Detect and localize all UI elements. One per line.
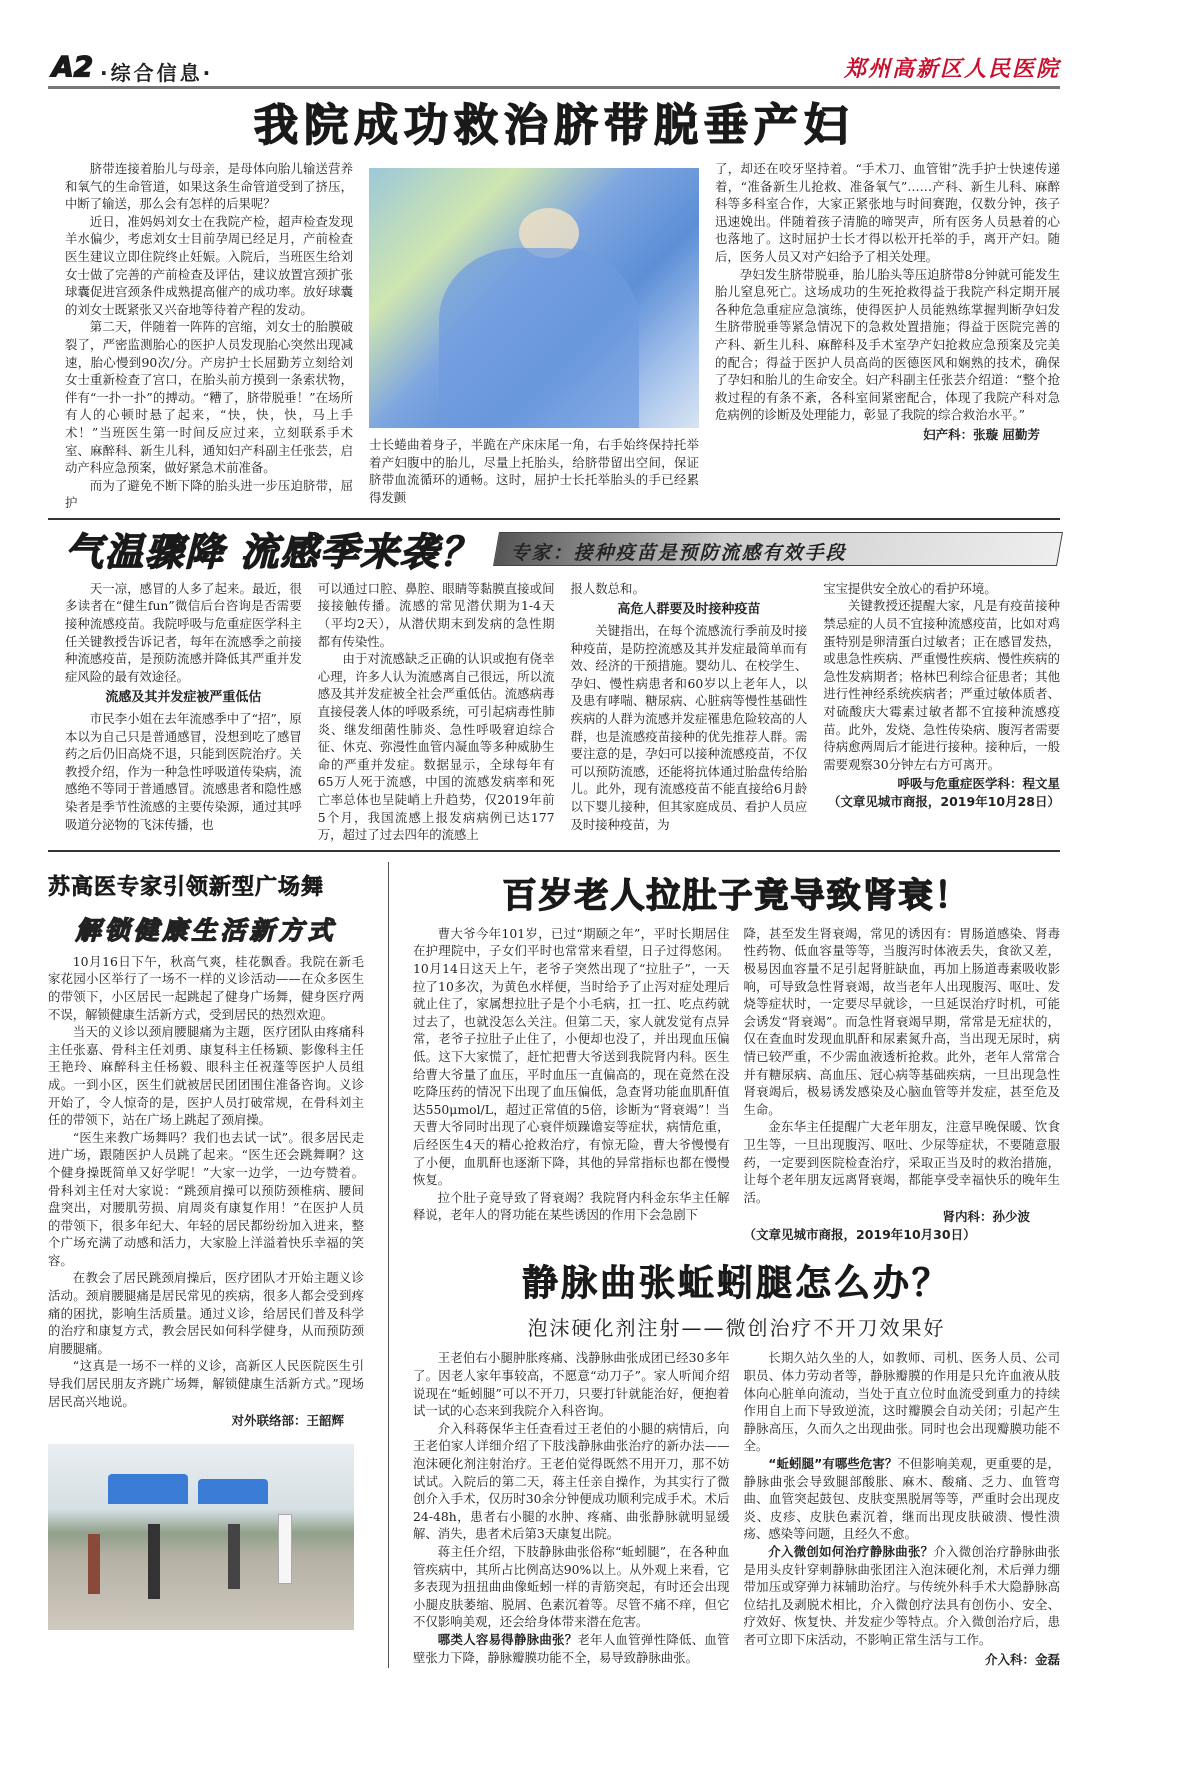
article-title: 百岁老人拉肚子竟导致肾衰！ bbox=[502, 875, 971, 916]
article-body-col3 bbox=[715, 160, 1060, 512]
paragraph: 10月16日下午，秋高气爽，桂花飘香。我院在新毛家花园小区举行了一场不一样的义诊活动——在众多医生的带领下，小区居民一起跳起了健身广场舞，健身医疗两不误，解锁健康生活新方式，受到居民的热烈欢迎。 bbox=[48, 953, 364, 1022]
article-subtitle: 泡沫硬化剂注射——微创治疗不开刀效果好 bbox=[527, 1316, 946, 1341]
article-body-col2 bbox=[744, 925, 1061, 1244]
paragraph: 王老伯右小腿肿胀疼痛、浅静脉曲张成团已经30多年了。因老人家年事较高，不愿意“动刀子”。家人听闻介绍说现在“蚯蚓腿”可以不开刀，只要打针就能治好，便抱着试一试的心态来到我院介入科咨询。 bbox=[413, 1350, 730, 1419]
page-body bbox=[48, 96, 1060, 1668]
article-title: 我院成功救治脐带脱垂产妇 bbox=[254, 100, 854, 151]
paragraph: 报人数总和。 bbox=[570, 580, 645, 596]
paragraph: 长期久站久坐的人，如教师、司机、医务人员、公司职员、体力劳动者等，静脉瓣膜的作用是只允许血液从肢体向心脏单向流动，当处于直立位时血流受到重力的持续作用自上而下导致逆流，这时瓣膜会自动关闭；引起产生静脉高压，久而久之出现曲张。同时也会出现瓣膜功能不全。 bbox=[743, 1350, 1060, 1454]
surgery-photo bbox=[369, 168, 699, 428]
section-heading: 高危人群要及时接种疫苗 bbox=[617, 602, 761, 618]
article-4-body bbox=[413, 925, 1060, 1244]
article-2-body bbox=[48, 580, 1060, 844]
paragraph: 士长蜷曲着身子，半跪在产床床尾一角，右手始终保持托举着产妇腹中的胎儿，尽量上托胎头，给脐带留出空间，保证脐带血流循环的通畅。这时，屈护士长托举胎头的手已经累得发颤 bbox=[369, 437, 699, 505]
subtitle-banner bbox=[493, 532, 1063, 566]
article-body bbox=[48, 953, 364, 1430]
article-body-col2 bbox=[744, 1349, 1061, 1668]
paragraph: 不但影响美观，更重要的是，静脉曲张会导致腿部酸胀、麻木、酸痛、乏力、血管弯曲、血管突起鼓包、皮肤变黑脱屑等等，严重时会出现皮炎、皮疹、皮肤色素沉着，继而出现皮肤破溃、慢性溃疡、感染等问题，且经久不愈。 bbox=[743, 1456, 1060, 1542]
section-heading: 流感及其并发症被严重低估 bbox=[105, 690, 262, 706]
paragraph: 第二天，伴随着一阵阵的宫缩，刘女士的胎膜破裂了，严密监测胎心的医护人员发现胎心突然出现减速，胎心慢到90次/分。产房护士长屈勤芳立刻给刘女士重新检查了宫口，在胎头前方摸到一条索状物，伴有“一扑一扑”的搏动。“糟了，脐带脱垂！”在场所有人的心顿时悬了起来，“快，快，快，马上手术！”当班医生第一时间反应过来，立刻联系手术室、麻醉科、新生儿科，通知妇产科副主任张芸，启动产科应急预案，做好紧急术前准备。 bbox=[65, 319, 353, 476]
byline: 肾内科：孙少波 bbox=[942, 1209, 1030, 1225]
article-title: 气温骤降 流感季来袭？ bbox=[65, 530, 481, 575]
header-rule bbox=[48, 86, 1060, 89]
paragraph: 介入微创治疗静脉曲张是用头皮针穿刺静脉曲张团注入泡沫硬化剂，术后弹力绷带加压或穿弹力袜辅助治疗。与传统外科手术大隐静脉高位结扎及剥脱术相比，介入微创疗法具有创伤小、安全、疗效好、恢复快、并发症少等特点。介入微创治疗后，患者可立即下床活动，不影响正常生活与工作。 bbox=[743, 1544, 1061, 1647]
paragraph: 近日，准妈妈刘女士在我院产检，超声检查发现羊水偏少，考虑刘女士目前孕周已经足月，产前检查医生建议立即住院终止妊娠。入院后，当班医生给刘女士做了完善的产前检查及评估，建议放置宫颈扩张球囊促进宫颈条件成熟提高催产的成功率。放好球囊的刘女士既紧张又兴奋地等待着产程的发动。 bbox=[65, 213, 353, 317]
byline: 对外联络部：王韶辉 bbox=[231, 1413, 344, 1429]
square-dance-photo bbox=[48, 1444, 354, 1630]
paragraph: 在教会了居民跳颈肩操后，医疗团队才开始主题义诊活动。颈肩腰腿痛是居民常见的疾病，很多人都会受到疼痛的困扰，影响生活质量。通过义诊，给居民们普及科学的治疗和康复方式，教会居民如何科学健身，从而预防颈肩腰腿痛。 bbox=[48, 1270, 364, 1356]
paragraph: 关键教授还提醒大家，凡是有疫苗接种禁忌症的人员不宜接种流感疫苗，比如对鸡蛋特别是卵清蛋白过敏者；正在感冒发热，或患急性疾病、严重慢性疾病、慢性疾病的急性发病期者；格林巴利综合征患者；其他进行性神经系统疾病者；严重过敏体质者、对硫酸庆大霉素过敏者都不宜接种流感疫苗。此外，发烧、急性传染病、腹泻者需要待病愈两周后才能进行接种。接种后，一般需要观察30分钟左右方可离开。 bbox=[823, 598, 1060, 772]
banner-text: 专家：接种疫苗是预防流感有效手段 bbox=[510, 541, 847, 564]
article-1-body bbox=[48, 160, 1060, 512]
article-body-col1 bbox=[65, 160, 353, 512]
page-number: A2 bbox=[52, 50, 94, 83]
divider bbox=[48, 850, 1060, 852]
source-note: （文章见城市商报，2019年10月30日） bbox=[743, 1226, 976, 1242]
paragraph: 关键指出，在每个流感流行季前及时接种疫苗，是防控流感及其并发症最简单而有效、经济的干预措施。婴幼儿、在校学生、孕妇、慢性病患者和60岁以上老年人，以及患有哮喘、糖尿病、心脏病等慢性基础性疾病的人群为流感并发症罹患危险较高的人群，也是流感疫苗接种的优先推荐人群。需要注意的是，孕妇可以接种流感疫苗，不仅可以预防流感，还能将抗体通过胎盘传给胎儿。此外，现有流感疫苗不能直接给6月龄以下婴儿接种，但其家庭成员、看护人员应及时接种疫苗，为 bbox=[570, 623, 808, 832]
byline: 呼吸与危重症医学科：程文星 bbox=[897, 776, 1060, 792]
article-title: 苏高医专家引领新型广场舞 bbox=[48, 874, 325, 900]
paragraph: 蒋主任介绍，下肢静脉曲张俗称“蚯蚓腿”，在各种血管疾病中，其所占比例高达90%以上。从外观上来看，它多表现为扭扭曲曲像蚯蚓一样的青筋突起，有时还会出现小腿皮肤萎缩、脱屑、色素沉着等。尽管不痛不痒，但它不仅影响美观，还会给身体带来潜在危害。 bbox=[413, 1544, 730, 1630]
paragraph: 曹大爷今年101岁，已过“期颐之年”，平时长期居住在护理院中，子女们平时也常常来看望，日子过得悠闲。10月14日这天上午，老爷子突然出现了“拉肚子”，一天拉了10多次，为黄色水样便，当时给予了止泻对症处理后就止住了，家属想拉肚子是个小毛病，扛一扛、吃点药就过去了，也就没怎么关注。但第二天，家人就发觉有点异常，老爷子拉肚子止住了，小便却也没了，并出现血压偏低。这下大家慌了，赶忙把曹大爷送到我院肾内科。医生给曹大爷量了血压，平时血压一直偏高的，现在竟然在没吃降压药的情况下出现了血压偏低，急查肾功能血肌酐值达550μmol/L，超过正常值的5倍，诊断为“肾衰竭”！当天曹大爷同时出现了心衰伴烦躁谵妄等症状，病情危重，后经医生4天的精心抢救治疗，有惊无险，曹大爷慢慢有了小便，血肌酐也逐渐下降，其他的异常指标也都在慢慢恢复。 bbox=[413, 925, 730, 1188]
vertical-divider bbox=[388, 862, 389, 1668]
paragraph: “医生来教广场舞吗？我们也去试一试”。很多居民走进广场，跟随医护人员跳了起来。“医生还会跳舞啊？这个健身操既简单又好学呢！”大家一边学，一边夸赞着。骨科刘主任对大家说：“跳颈肩操可以预防颈椎病、腰间盘突出，对腰肌劳损、肩周炎有康复作用！”在医护人员的带领下，很多年纪大、年轻的居民都纷纷加入进来，整个广场充满了动感和活力，大家脸上洋溢着快乐幸福的笑容。 bbox=[48, 1129, 364, 1268]
question-heading: 介入微创如何治疗静脉曲张？ bbox=[768, 1544, 934, 1559]
section-name: ·综合信息· bbox=[100, 61, 214, 85]
source-note: （文章见城市商报，2019年10月28日） bbox=[827, 794, 1060, 809]
paragraph: 脐带连接着胎儿与母亲，是母体向胎儿输送营养和氧气的生命管道，如果这条生命管道受到了挤压，中断了输送，那么会有怎样的后果呢？ bbox=[65, 161, 353, 212]
paragraph: 当天的义诊以颈肩腰腿痛为主题，医疗团队由疼痛科主任张嘉、骨科主任刘勇、康复科主任杨颖、影像科主任王艳玲、麻醉科主任杨毅、眼科主任祝蓬等医护人员组成。一到小区，医生们就被居民团团围住准备咨询。义诊开始了，令人惊奇的是，医护人员打破常规，在骨科刘主任的带领下，站在广场上跳起了颈肩操。 bbox=[48, 1024, 364, 1128]
paragraph: 而为了避免不断下降的胎头进一步压迫脐带，屈护 bbox=[65, 477, 353, 511]
article-3 bbox=[48, 862, 364, 1668]
byline: 介入科：金磊 bbox=[984, 1651, 1060, 1667]
article-body-col1 bbox=[413, 1349, 730, 1668]
paragraph: 降，甚至发生肾衰竭，常见的诱因有：胃肠道感染、肾毒性药物、低血容量等等，当腹泻时体液丢失，食欲又差，极易因血容量不足引起肾脏缺血，再加上肠道毒素吸收影响，可导致急性肾衰竭，故当老年人出现腹泻、呕吐、发烧等症状时，一定要尽早就诊，一旦延误治疗时机，可能会诱发“肾衰竭”。而急性肾衰竭早期，常常是无症状的，仅在查血时发现血肌酐和尿素氮升高，当出现无尿时，病情已较严重，不少需血液透析抢救。此外，老年人常常合并有糖尿病、高血压、冠心病等基础疾病，一旦出现急性肾衰竭后，极易诱发感染及心脑血管等并发症，甚至危及生命。 bbox=[743, 925, 1060, 1117]
paragraph: “这真是一场不一样的义诊，高新区人民医院医生引导我们居民朋友齐跳广场舞，解锁健康生活新方式。”现场居民高兴地说。 bbox=[48, 1358, 364, 1409]
paragraph: 可以通过口腔、鼻腔、眼睛等黏膜直接或间接接触传播。流感的常见潜伏期为1-4天（平均2天），从潜伏期末到发病的急性期都有传染性。 bbox=[317, 580, 555, 649]
paragraph: 了，却还在咬牙坚持着。“手术刀、血管钳”洗手护士快速传递着，“准备新生儿抢救、准备氧气”……产科、新生儿科、麻醉科等多科室合作，大家正紧张地与时间赛跑，仅数分钟，孩子迅速娩出。伴随着孩子清脆的啼哭声，所有医务人员悬着的心也落地了。这时屈护士长才得以松开托举的手，离开产妇。随后，医务人员又对产妇给予了相关处理。 bbox=[715, 161, 1060, 264]
article-body-col1 bbox=[413, 925, 730, 1244]
article-body-col2 bbox=[369, 160, 699, 512]
page-header bbox=[48, 48, 1060, 90]
articles-4-5 bbox=[413, 862, 1060, 1668]
paragraph: 拉个肚子竟导致了肾衰竭？我院肾内科金东华主任解释说，老年人的肾功能在某些诱因的作用下会急剧下 bbox=[413, 1189, 730, 1223]
article-body-col4 bbox=[823, 580, 1060, 844]
paragraph: 介入科蒋保华主任查看过王老伯的小腿的病情后，向王老伯家人详细介绍了下肢浅静脉曲张治疗的新办法——泡沫硬化剂注射治疗。王老伯觉得既然不用开刀，那不妨试试。入院后的第二天，蒋主任亲自操作，为其实行了微创介入手术，仅历时30余分钟便成功顺利完成手术。术后24-48h，患者右小腿的水肿、疼痛、曲张静脉就明显缓解、消失，患者术后第3天康复出院。 bbox=[413, 1420, 730, 1542]
bottom-section bbox=[48, 858, 1060, 1668]
article-body-col1 bbox=[65, 580, 302, 844]
article-body-col2 bbox=[318, 580, 555, 844]
article-body-col3 bbox=[571, 580, 808, 844]
article-subtitle: 解锁健康生活新方式 bbox=[75, 915, 337, 945]
paragraph: 孕妇发生脐带脱垂，胎儿胎头等压迫脐带8分钟就可能发生胎儿窒息死亡。这场成功的生死抢救得益于我院产科定期开展各种危急重症应急演练，使得医护人员能熟练掌握判断孕妇发生脐带脱垂等紧急情况下的急救处置措施；得益于医院完善的产科、新生儿科、麻醉科及手术室孕产妇抢救应急预案及完美的配合；得益于医护人员高尚的医德医风和娴熟的技术，确保了孕妇和胎儿的生命安全。妇产科副主任张芸介绍道：“整个抢救过程的有条不紊，各科室间紧密配合，体现了我院产科对急危病例的诊断及处理能力，彰显了我院的综合救治水平。” bbox=[715, 266, 1060, 423]
paragraph: 由于对流感缺乏正确的认识或抱有侥幸心理，许多人认为流感离自己很远，所以流感及其并发症被全社会严重低估。流感病毒直接侵袭人体的呼吸系统，可引起病毒性肺炎、继发细菌性肺炎、急性呼吸窘迫综合征、休克、弥漫性血管内凝血等多种威胁生命的严重并发症。数据显示，全球每年有65万人死于流感，中国的流感发病率和死亡率总体也呈陡峭上升趋势，仅2019年前5个月，我国流感上报发病病例已达177万，超过了过去四年的流感上 bbox=[317, 651, 555, 843]
question-heading: “蚯蚓腿”有哪些危害？ bbox=[768, 1456, 898, 1472]
question-heading: 哪类人容易得静脉曲张？ bbox=[437, 1631, 578, 1647]
paragraph: 老年人血管弹性降低、血管壁张力下降，静脉瓣膜功能不全，易导致静脉曲张。 bbox=[413, 1631, 730, 1665]
paragraph: 金东华主任提醒广大老年朋友，注意早晚保暖、饮食卫生等，一旦出现腹泻、呕吐、少尿等症状，不要随意服药，一定要到医院检查治疗，采取正当及时的救治措施，让每个老年朋友远离肾衰竭，都能享受幸福快乐的晚年生活。 bbox=[743, 1119, 1060, 1205]
article-5-body bbox=[413, 1349, 1060, 1668]
paragraph: 市民李小姐在去年流感季中了“招”，原本以为自己只是普通感冒，没想到吃了感冒药之后仍旧高烧不退，只能到医院治疗。关教授介绍，作为一种急性呼吸道传染病，流感绝不等同于普通感冒。流感患者和隐性感染者是季节性流感的主要传染源，通过其呼吸道分泌物的飞沫传播，也 bbox=[65, 711, 302, 832]
paragraph: 宝宝提供安全放心的看护环境。 bbox=[823, 580, 997, 596]
byline: 妇产科：张璇 屈勤芳 bbox=[923, 426, 1040, 442]
hospital-logo-text: 郑州高新区人民医院 bbox=[843, 56, 1060, 82]
article-title: 静脉曲张蚯蚓腿怎么办？ bbox=[521, 1263, 951, 1305]
article-2-title-row bbox=[48, 526, 1060, 575]
divider bbox=[48, 518, 1060, 520]
paragraph: 天一凉，感冒的人多了起来。最近，很多读者在“健生fun”微信后台咨询是否需要接种流感疫苗。我院呼吸与危重症医学科主任关键教授告诉记者，每年在流感季之前接种流感疫苗，是预防流感并降低其严重并发症风险的最有效途径。 bbox=[65, 580, 302, 684]
